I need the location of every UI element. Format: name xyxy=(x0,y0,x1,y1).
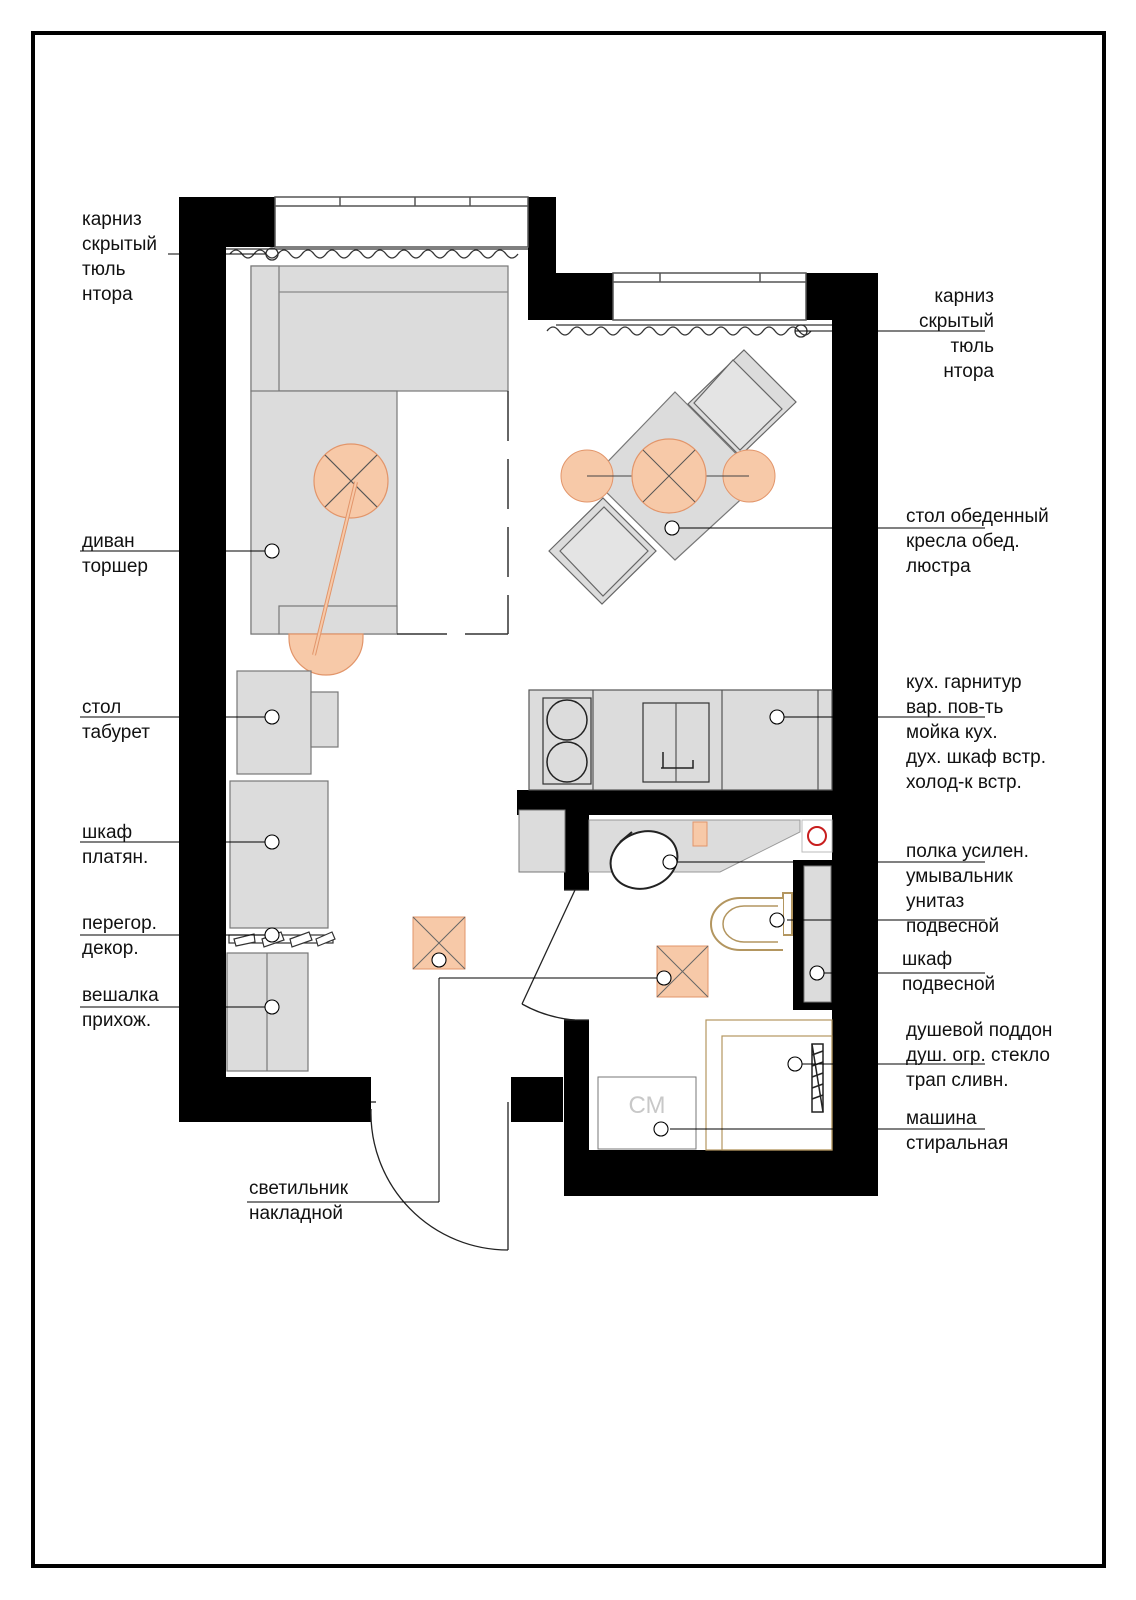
svg-text:стиральная: стиральная xyxy=(906,1133,1009,1154)
bath-hanging-cabinet xyxy=(804,866,831,1002)
hall-cabinet xyxy=(519,810,565,872)
label-shower xyxy=(906,1020,1052,1091)
stool xyxy=(311,692,338,747)
svg-text:кух. гарнитур: кух. гарнитур xyxy=(906,672,1022,693)
label-ceiling-light xyxy=(249,1178,349,1224)
riser-pipe xyxy=(808,827,826,845)
svg-text:вар. пов-ть: вар. пов-ть xyxy=(906,697,1004,718)
svg-text:скрытый: скрытый xyxy=(82,234,158,255)
curtain-rod-left xyxy=(226,248,528,260)
label-curtain-right xyxy=(919,286,994,382)
label-wardrobe xyxy=(82,822,148,868)
svg-text:умывальник: умывальник xyxy=(906,866,1013,887)
dining-set xyxy=(549,350,796,604)
label-kitchen xyxy=(906,672,1046,793)
label-sofa xyxy=(82,531,148,577)
svg-text:кресла обед.: кресла обед. xyxy=(906,531,1020,552)
label-partition xyxy=(82,913,157,959)
svg-text:диван: диван xyxy=(82,531,135,552)
label-hanger xyxy=(82,985,159,1031)
svg-text:скрытый: скрытый xyxy=(918,311,994,332)
svg-text:подвесной: подвесной xyxy=(902,974,996,995)
svg-text:тюль: тюль xyxy=(82,259,126,280)
svg-text:светильник: светильник xyxy=(249,1178,349,1199)
wardrobe xyxy=(230,781,328,928)
kitchen-unit xyxy=(529,690,832,790)
zone-dashed-line xyxy=(397,391,508,634)
svg-text:шкаф: шкаф xyxy=(82,822,133,843)
svg-text:декор.: декор. xyxy=(82,938,139,959)
svg-text:вешалка: вешалка xyxy=(82,985,159,1006)
curtain-rod-right xyxy=(547,325,832,337)
label-washer xyxy=(906,1108,1008,1154)
svg-text:карниз: карниз xyxy=(82,209,142,230)
svg-text:нтора: нтора xyxy=(82,284,133,305)
svg-text:мойка кух.: мойка кух. xyxy=(906,722,998,743)
sofa xyxy=(251,266,508,634)
svg-text:шкаф: шкаф xyxy=(902,949,953,970)
bathroom-door xyxy=(522,890,589,1020)
label-dining xyxy=(906,506,1049,577)
wall-step-top xyxy=(528,273,613,320)
svg-text:трап сливн.: трап сливн. xyxy=(906,1070,1009,1091)
svg-text:тюль: тюль xyxy=(950,336,994,357)
svg-text:накладной: накладной xyxy=(249,1203,343,1224)
svg-text:табурет: табурет xyxy=(82,722,151,743)
svg-text:душ. огр. стекло: душ. огр. стекло xyxy=(906,1045,1050,1066)
svg-text:карниз: карниз xyxy=(934,286,994,307)
svg-text:стол: стол xyxy=(82,697,122,718)
svg-text:унитаз: унитаз xyxy=(906,891,965,912)
wall-bath-left-upper xyxy=(564,790,589,890)
desk xyxy=(237,671,338,774)
svg-text:платян.: платян. xyxy=(82,847,149,868)
svg-text:прихож.: прихож. xyxy=(82,1010,152,1031)
cooktop xyxy=(543,698,591,784)
wall-right xyxy=(832,273,878,1196)
svg-text:нтора: нтора xyxy=(943,361,994,382)
washing-machine-mark: СМ xyxy=(628,1092,666,1119)
label-desk xyxy=(82,697,150,743)
svg-text:стол обеденный: стол обеденный xyxy=(906,506,1049,527)
svg-text:торшер: торшер xyxy=(82,556,148,577)
svg-text:полка усилен.: полка усилен. xyxy=(906,841,1029,862)
bath-shelf-accent xyxy=(693,822,707,846)
decor-partition xyxy=(229,932,335,947)
label-bath-cabinet xyxy=(902,949,995,995)
svg-text:перегор.: перегор. xyxy=(82,913,157,934)
svg-text:дух. шкаф встр.: дух. шкаф встр. xyxy=(906,747,1047,768)
shower-drain xyxy=(812,1044,823,1112)
svg-text:машина: машина xyxy=(906,1108,977,1129)
wall-bath-bottom xyxy=(564,1150,878,1196)
wall-left xyxy=(179,197,226,1122)
svg-text:холод-к встр.: холод-к встр. xyxy=(906,772,1022,793)
svg-text:подвесной: подвесной xyxy=(906,916,1000,937)
window-right xyxy=(613,273,806,320)
svg-text:люстра: люстра xyxy=(906,556,971,577)
window-left xyxy=(275,197,528,247)
label-curtain-left xyxy=(82,209,157,305)
svg-text:душевой поддон: душевой поддон xyxy=(906,1020,1053,1041)
label-bathroom xyxy=(906,841,1029,937)
wall-entry-jamb xyxy=(511,1077,563,1122)
